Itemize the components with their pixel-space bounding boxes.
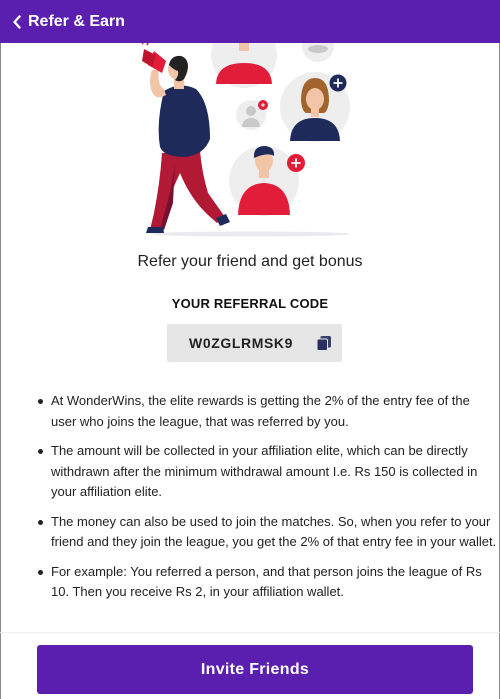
list-item: For example: You referred a person, and that person joins the league of Rs 10. Then you receive Rs 2, in your affiliation wallet.	[36, 562, 498, 603]
invite-friends-button[interactable]: Invite Friends	[37, 645, 473, 694]
friend-avatar-grey-small	[236, 100, 268, 130]
list-item: The money can also be used to join the matches. So, when you refer to your friend and they join the league, you get the 2% of that entry fee in your wallet.	[36, 512, 498, 553]
friend-avatar-boy	[229, 146, 299, 216]
copy-icon[interactable]	[316, 335, 332, 351]
friend-avatar-red-top	[211, 43, 277, 88]
referral-info-list	[36, 391, 498, 612]
referral-tagline: Refer your friend and get bonus	[137, 253, 363, 270]
referral-code-heading: YOUR REFERRAL CODE	[171, 296, 329, 311]
footer-divider	[0, 632, 500, 633]
refer-illustration	[140, 43, 360, 238]
page-title: Refer & Earn	[28, 12, 125, 30]
friend-avatar-grey-top	[302, 43, 334, 62]
referral-code-box[interactable]	[167, 324, 342, 362]
plus-icon	[287, 154, 305, 172]
referral-code-value: W0ZGLRMSK9	[189, 335, 293, 351]
back-button[interactable]	[12, 13, 125, 31]
app-header	[0, 0, 500, 43]
list-item: At WonderWins, the elite rewards is getting the 2% of the entry fee of the user who joins the league, that was referred by you.	[36, 391, 498, 432]
plus-icon	[330, 75, 347, 92]
chevron-left-icon[interactable]	[12, 15, 22, 29]
list-item: The amount will be collected in your affiliation elite, which can be directly withdrawn after the minimum withdrawal amount I.e. Rs 150 is collected in your affiliation elite.	[36, 441, 498, 503]
